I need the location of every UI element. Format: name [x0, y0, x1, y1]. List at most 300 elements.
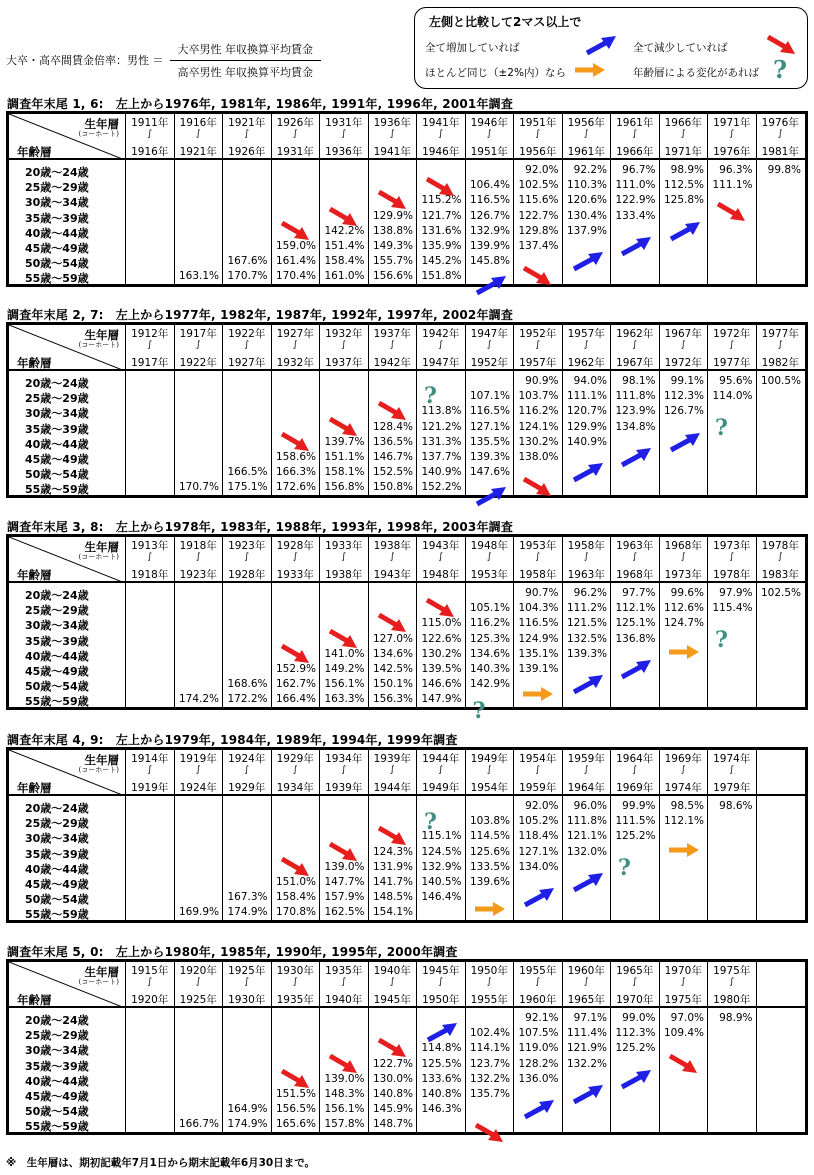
corner-age-label: 年齢層	[17, 781, 52, 795]
value-cell: 162.7%	[275, 678, 316, 691]
formula-numerator: 大卒男性 年収換算平均賃金	[170, 41, 322, 61]
cohort-start-year: 1957年	[567, 328, 605, 340]
value-cell: 168.6%	[227, 678, 268, 691]
value-cell: 111.1%	[712, 179, 753, 192]
cohort-start-year: 1936年	[373, 117, 411, 129]
value-cell: 95.6%	[719, 375, 753, 387]
value-cell: 152.9%	[275, 663, 316, 675]
cohort-end-year: 1950年	[422, 994, 460, 1006]
value-cell: 112.3%	[615, 1027, 656, 1040]
header-corner	[9, 962, 125, 1008]
value-cell: 166.5%	[227, 466, 268, 479]
cohort-header	[368, 325, 417, 369]
value-cell: 102.5%	[760, 587, 801, 599]
red-down-arrow-icon	[376, 1036, 410, 1063]
value-cell: 130.4%	[566, 209, 607, 222]
cohort-end-year: 1969年	[616, 782, 654, 794]
cohort-start-year: 1948年	[470, 540, 508, 552]
value-cell: 111.8%	[615, 390, 656, 403]
cohort-header	[174, 537, 223, 581]
value-cell: 116.5%	[469, 405, 510, 418]
cohort-tilde: ∫	[632, 765, 638, 775]
cohort-start-year: 1915年	[131, 965, 169, 977]
value-cell: 115.2%	[421, 194, 462, 207]
value-cell: 112.3%	[663, 390, 704, 403]
cohort-tilde: ∫	[729, 977, 735, 987]
age-group-label: 55歳～59歳	[25, 483, 89, 497]
value-cell: 121.1%	[566, 830, 607, 843]
cohort-header	[659, 325, 708, 369]
value-cell: 118.4%	[518, 830, 559, 843]
cohort-header	[465, 114, 514, 158]
cohort-start-year: 1930年	[276, 965, 314, 977]
cohort-table	[6, 111, 808, 287]
value-cell: 138.0%	[518, 451, 559, 463]
cohort-header	[416, 114, 465, 158]
value-cell: 140.8%	[421, 1088, 462, 1100]
cohort-end-year: 1963年	[567, 569, 605, 581]
value-cell: 132.5%	[566, 632, 607, 645]
value-cell: 125.5%	[421, 1057, 462, 1070]
cohort-end-year: 1934年	[276, 782, 314, 794]
cohort-end-year: 1954年	[470, 782, 508, 794]
age-group-label: 30歳～34歳	[25, 1044, 89, 1058]
blue-up-arrow-icon	[521, 1097, 559, 1124]
value-cell: 139.0%	[324, 1072, 365, 1085]
cohort-end-year: 1971年	[664, 146, 702, 158]
value-cell: 129.9%	[566, 420, 607, 433]
value-cell: 102.5%	[518, 179, 559, 192]
cohort-header	[707, 537, 756, 581]
age-group-label: 55歳～59歳	[25, 272, 89, 286]
cohort-start-year: 1924年	[228, 753, 266, 765]
cohort-tilde: ∫	[438, 977, 444, 987]
cohort-header	[610, 750, 659, 794]
cohort-start-year: 1942年	[422, 328, 460, 340]
cohort-end-year: 1975年	[664, 994, 702, 1006]
red-down-arrow-icon	[376, 824, 410, 851]
value-cell: 165.6%	[275, 1118, 316, 1131]
cohort-header	[222, 325, 271, 369]
cohort-header	[756, 537, 805, 581]
cohort-header	[125, 537, 174, 581]
cohort-tilde: ∫	[147, 552, 153, 562]
age-group-label: 45歳～49歳	[25, 665, 89, 678]
value-cell: 139.6%	[469, 876, 510, 888]
corner-cohort-label: 生年層	[84, 328, 119, 342]
red-down-arrow-icon	[424, 596, 458, 623]
value-cell: 97.7%	[622, 587, 656, 599]
value-cell: 170.4%	[275, 270, 316, 283]
cohort-start-year: 1916年	[179, 117, 217, 129]
value-cell: 111.0%	[615, 179, 656, 192]
cohort-start-year: 1947年	[470, 328, 508, 340]
age-group-label: 25歳～29歳	[25, 181, 89, 195]
cohort-start-year: 1920年	[179, 965, 217, 977]
section-title: 調査年末尾 3, 8: 左上から1978年, 1983年, 1988年, 1993年, 1998年, 2003年調査	[7, 520, 514, 534]
red-down-arrow-icon	[715, 200, 749, 227]
cohort-end-year: 1982年	[761, 357, 799, 369]
corner-age-label: 年齢層	[17, 568, 52, 582]
value-cell: 111.8%	[566, 815, 607, 828]
cohort-end-year: 1968年	[616, 569, 654, 581]
age-group-label: 55歳～59歳	[25, 695, 89, 709]
cohort-end-year: 1947年	[422, 357, 460, 369]
cohort-start-year: 1912年	[131, 328, 169, 340]
value-cell: 96.0%	[573, 800, 607, 812]
cohort-start-year: 1926年	[276, 117, 314, 129]
value-cell: 130.0%	[372, 1072, 413, 1085]
cohort-header	[707, 325, 756, 369]
teal-question-mark-icon: ?	[472, 697, 486, 724]
cohort-header	[513, 962, 562, 1006]
red-down-arrow-icon	[327, 415, 361, 442]
age-group-label: 35歳～39歳	[25, 1059, 89, 1073]
cohort-table	[6, 747, 808, 923]
value-cell: 110.3%	[566, 179, 607, 192]
cohort-header	[756, 962, 805, 1006]
section-title: 調査年末尾 4, 9: 左上から1979年, 1984年, 1989年, 1994年, 1999年調査	[7, 733, 458, 747]
value-cell: 96.2%	[573, 587, 607, 599]
value-cell: 98.6%	[719, 800, 753, 812]
cohort-start-year: 1962年	[616, 328, 654, 340]
cohort-start-year: 1945年	[422, 965, 460, 977]
value-cell: 151.5%	[275, 1088, 316, 1100]
value-cell: 122.7%	[372, 1057, 413, 1070]
cohort-start-year: 1970年	[664, 965, 702, 977]
cohort-header	[610, 325, 659, 369]
value-cell: 131.9%	[372, 860, 413, 873]
value-cell: 139.3%	[469, 451, 510, 463]
value-cell: 151.4%	[324, 240, 365, 252]
cohort-tilde: ∫	[292, 977, 298, 987]
value-cell: 124.5%	[421, 845, 462, 858]
data-column	[125, 160, 174, 284]
cohort-tilde: ∫	[486, 552, 492, 562]
value-cell: 133.5%	[469, 860, 510, 873]
cohort-end-year: 1929年	[228, 782, 266, 794]
value-cell: 139.9%	[469, 240, 510, 252]
data-column	[125, 796, 174, 920]
value-cell: 129.9%	[372, 209, 413, 222]
value-cell: 112.6%	[663, 602, 704, 615]
value-cell: 98.5%	[670, 800, 704, 812]
corner-cohort-sub: (コーホート)	[78, 130, 119, 138]
cohort-end-year: 1981年	[761, 146, 799, 158]
cohort-tilde: ∫	[438, 129, 444, 139]
value-cell: 107.1%	[469, 390, 510, 403]
value-cell: 174.2%	[178, 693, 219, 706]
cohort-tilde: ∫	[438, 340, 444, 350]
value-cell: 113.8%	[421, 405, 462, 418]
cohort-start-year: 1952年	[519, 328, 557, 340]
value-cell: 119.0%	[518, 1042, 559, 1055]
value-cell: 127.1%	[518, 845, 559, 858]
cohort-end-year: 1945年	[373, 994, 411, 1006]
data-column	[174, 1008, 223, 1132]
value-cell: 92.0%	[525, 800, 559, 812]
red-down-arrow-icon	[424, 175, 458, 202]
value-cell: 97.1%	[573, 1012, 607, 1024]
corner-age-label: 年齢層	[17, 993, 52, 1007]
value-cell: 134.6%	[372, 647, 413, 660]
value-cell: 125.6%	[469, 845, 510, 858]
value-cell: 120.7%	[566, 405, 607, 418]
data-column	[174, 583, 223, 707]
cohort-start-year: 1953年	[519, 540, 557, 552]
cohort-header	[125, 325, 174, 369]
cohort-end-year: 1964年	[567, 782, 605, 794]
cohort-start-year: 1940年	[373, 965, 411, 977]
value-cell: 116.2%	[469, 617, 510, 630]
table-header	[9, 750, 805, 796]
value-cell: 127.0%	[372, 632, 413, 645]
value-cell: 115.1%	[421, 830, 462, 843]
cohort-tilde: ∫	[535, 340, 541, 350]
value-cell: 167.3%	[227, 891, 268, 904]
blue-up-arrow-icon	[583, 33, 621, 60]
corner-cohort-sub: (コーホート)	[78, 341, 119, 349]
age-group-label: 40歳～44歳	[25, 1074, 89, 1088]
value-cell: 139.7%	[324, 435, 365, 448]
value-cell: 104.3%	[518, 602, 559, 615]
cohort-tilde: ∫	[680, 340, 686, 350]
cohort-tilde: ∫	[438, 765, 444, 775]
value-cell: 149.2%	[324, 663, 365, 675]
value-cell: 123.7%	[469, 1057, 510, 1070]
cohort-header	[562, 325, 611, 369]
cohort-header	[271, 114, 320, 158]
cohort-start-year: 1954年	[519, 753, 557, 765]
age-group-label: 35歳～39歳	[25, 634, 89, 648]
cohort-start-year: 1963年	[616, 540, 654, 552]
red-down-arrow-icon	[279, 219, 313, 246]
age-group-label: 35歳～39歳	[25, 422, 89, 436]
data-column	[756, 583, 805, 707]
red-down-arrow-icon	[279, 642, 313, 669]
value-cell: 92.1%	[525, 1012, 559, 1024]
cohort-end-year: 1979年	[713, 782, 751, 794]
cohort-start-year: 1968年	[664, 540, 702, 552]
value-cell: 90.7%	[525, 587, 559, 599]
cohort-start-year: 1961年	[616, 117, 654, 129]
value-cell: 97.9%	[719, 587, 753, 599]
cohort-start-year: 1955年	[519, 965, 557, 977]
cohort-start-year: 1946年	[470, 117, 508, 129]
value-cell: 166.3%	[275, 466, 316, 479]
cohort-start-year: 1922年	[228, 328, 266, 340]
cohort-tilde: ∫	[486, 129, 492, 139]
age-group-label: 30歳～34歳	[25, 196, 89, 210]
value-cell: 157.9%	[324, 891, 365, 904]
cohort-end-year: 1928年	[228, 569, 266, 581]
value-cell: 114.1%	[469, 1042, 510, 1055]
corner-cohort-sub: (コーホート)	[78, 553, 119, 561]
cohort-tilde: ∫	[535, 765, 541, 775]
value-cell: 148.7%	[372, 1118, 413, 1131]
value-cell: 142.9%	[469, 678, 510, 691]
table-header	[9, 325, 805, 371]
cohort-end-year: 1958年	[519, 569, 557, 581]
cohort-tilde: ∫	[341, 340, 347, 350]
cohort-end-year: 1932年	[276, 357, 314, 369]
red-down-arrow-icon	[327, 627, 361, 654]
blue-up-arrow-icon	[473, 273, 511, 300]
section-title: 調査年末尾 5, 0: 左上から1980年, 1985年, 1990年, 1995年, 2000年調査	[7, 945, 458, 959]
value-cell: 166.4%	[275, 693, 316, 706]
table-body	[9, 160, 805, 284]
teal-question-mark-icon: ?	[773, 55, 788, 84]
value-cell: 128.4%	[372, 420, 413, 433]
value-cell: 139.0%	[324, 860, 365, 873]
teal-question-mark-icon: ?	[424, 382, 437, 409]
data-column	[125, 371, 174, 495]
legend-box	[414, 7, 808, 89]
cohort-end-year: 1923年	[179, 569, 217, 581]
cohort-header	[319, 325, 368, 369]
cohort-tilde: ∫	[486, 977, 492, 987]
cohort-header	[659, 114, 708, 158]
age-group-label: 25歳～29歳	[25, 392, 89, 406]
cohort-tilde: ∫	[583, 765, 589, 775]
cohort-tilde: ∫	[195, 765, 201, 775]
value-cell: 132.0%	[566, 845, 607, 858]
corner-age-label: 年齢層	[17, 145, 52, 159]
cohort-start-year: 1969年	[664, 753, 702, 765]
blue-up-arrow-icon	[667, 430, 705, 457]
legend-label-decrease: 全て減少していれば	[633, 42, 728, 54]
value-cell: 147.9%	[421, 693, 462, 706]
value-cell: 151.0%	[275, 876, 316, 888]
cohort-start-year: 1933年	[325, 540, 363, 552]
cohort-end-year: 1920年	[131, 994, 169, 1006]
value-cell: 147.7%	[324, 876, 365, 888]
cohort-start-year: 1917年	[179, 328, 217, 340]
cohort-tilde: ∫	[244, 977, 250, 987]
data-column	[174, 160, 223, 284]
age-group-label: 55歳～59歳	[25, 908, 89, 922]
value-cell: 156.6%	[372, 270, 413, 283]
table-body	[9, 796, 805, 920]
age-group-label: 50歳～54歳	[25, 893, 89, 907]
header-corner	[9, 114, 125, 160]
data-column	[707, 796, 756, 920]
value-cell: 155.7%	[372, 255, 413, 268]
value-cell: 156.8%	[324, 481, 365, 494]
age-group-label: 50歳～54歳	[25, 1105, 89, 1119]
cohort-end-year: 1933年	[276, 569, 314, 581]
cohort-end-year: 1972年	[664, 357, 702, 369]
value-cell: 96.7%	[622, 164, 656, 176]
age-group-label: 20歳～24歳	[25, 1014, 89, 1027]
cohort-header	[707, 962, 756, 1006]
age-group-label: 25歳～29歳	[25, 817, 89, 831]
cohort-tilde: ∫	[341, 977, 347, 987]
cohort-header	[416, 750, 465, 794]
value-cell: 134.0%	[518, 860, 559, 873]
cohort-tilde: ∫	[535, 129, 541, 139]
cohort-header	[174, 114, 223, 158]
table-header	[9, 537, 805, 583]
cohort-end-year: 1940年	[325, 994, 363, 1006]
blue-up-arrow-icon	[521, 885, 559, 912]
value-cell: 131.3%	[421, 435, 462, 448]
value-cell: 125.1%	[615, 617, 656, 630]
value-cell: 161.0%	[324, 270, 365, 283]
blue-up-arrow-icon	[473, 484, 511, 511]
value-cell: 135.5%	[469, 435, 510, 448]
cohort-header	[222, 114, 271, 158]
value-cell: 159.0%	[275, 240, 316, 252]
cohort-end-year: 1935年	[276, 994, 314, 1006]
cohort-header	[513, 325, 562, 369]
cohort-start-year: 1914年	[131, 753, 169, 765]
age-group-label: 35歳～39歳	[25, 847, 89, 861]
cohort-tilde: ∫	[292, 129, 298, 139]
value-cell: 123.9%	[615, 405, 656, 418]
value-cell: 158.4%	[275, 891, 316, 904]
data-column	[756, 796, 805, 920]
data-column	[756, 371, 805, 495]
orange-right-arrow-icon	[667, 840, 701, 863]
cohort-end-year: 1983年	[761, 569, 799, 581]
value-cell: 114.5%	[469, 830, 510, 843]
value-cell: 163.3%	[324, 693, 365, 706]
value-cell: 121.7%	[421, 209, 462, 222]
blue-up-arrow-icon	[570, 249, 608, 276]
value-cell: 172.2%	[227, 693, 268, 706]
red-down-arrow-icon	[376, 188, 410, 215]
value-cell: 157.8%	[324, 1118, 365, 1131]
cohort-start-year: 1977年	[761, 328, 799, 340]
value-cell: 112.1%	[663, 815, 704, 828]
value-cell: 158.1%	[324, 466, 365, 479]
value-cell: 102.4%	[469, 1027, 510, 1040]
value-cell: 116.5%	[469, 194, 510, 207]
table-body	[9, 1008, 805, 1132]
value-cell: 146.6%	[421, 678, 462, 691]
legend-label-varies: 年齢層による変化があれば	[633, 67, 759, 79]
formula-label: 大卒・高卒間賃金倍率：男性 ＝	[6, 54, 164, 67]
cohort-tilde: ∫	[147, 977, 153, 987]
cohort-start-year: 1935年	[325, 965, 363, 977]
red-down-arrow-icon	[327, 840, 361, 867]
cohort-header	[416, 325, 465, 369]
cohort-start-year: 1921年	[228, 117, 266, 129]
value-cell: 137.4%	[518, 240, 559, 252]
value-cell: 94.0%	[573, 375, 607, 387]
cohort-header	[513, 114, 562, 158]
cohort-end-year: 1951年	[470, 146, 508, 158]
cohort-start-year: 1925年	[228, 965, 266, 977]
cohort-end-year: 1961年	[567, 146, 605, 158]
cohort-header	[271, 750, 320, 794]
age-group-label: 45歳～49歳	[25, 1090, 89, 1103]
table-body	[9, 371, 805, 495]
cohort-tilde: ∫	[486, 765, 492, 775]
value-cell: 148.3%	[324, 1088, 365, 1100]
cohort-header	[562, 750, 611, 794]
value-cell: 124.9%	[518, 632, 559, 645]
value-cell: 126.7%	[469, 209, 510, 222]
value-cell: 135.1%	[518, 647, 559, 660]
cohort-end-year: 1953年	[470, 569, 508, 581]
blue-up-arrow-icon	[618, 234, 656, 261]
value-cell: 145.8%	[469, 255, 510, 268]
cohort-end-year: 1967年	[616, 357, 654, 369]
value-cell: 142.5%	[372, 663, 413, 675]
cohort-start-year: 1913年	[131, 540, 169, 552]
